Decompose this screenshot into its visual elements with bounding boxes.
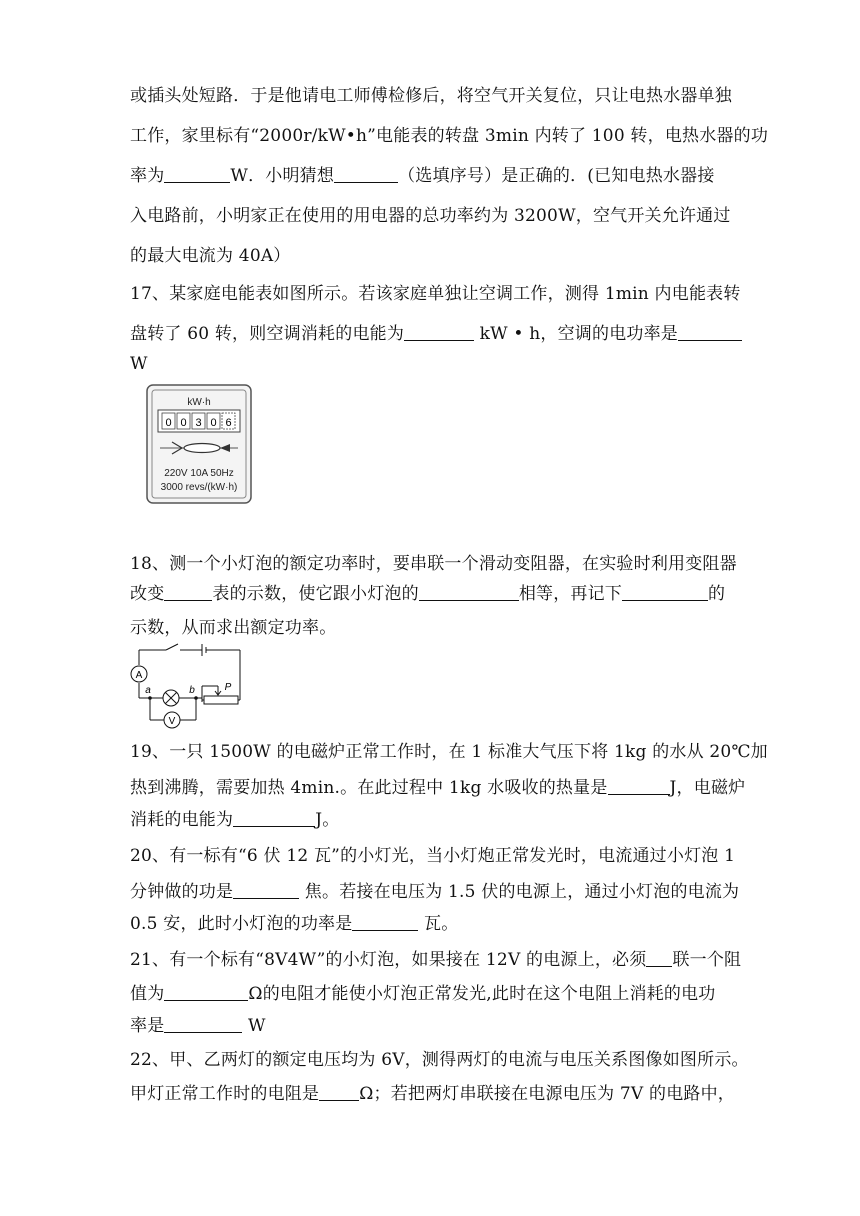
answer-blank[interactable]: [646, 950, 672, 967]
circuit-diagram: [126, 640, 246, 732]
answer-blank[interactable]: [164, 984, 248, 1001]
answer-blank[interactable]: [233, 810, 315, 827]
answer-blank[interactable]: [233, 882, 299, 899]
answer-blank[interactable]: [678, 324, 742, 341]
q22-line-1: 22、甲、乙两灯的额定电压均为 6V，测得两灯的电流与电压关系图像如图所示。: [130, 1050, 749, 1070]
answer-blank[interactable]: [419, 584, 519, 601]
answer-blank[interactable]: [622, 584, 708, 601]
answer-blank[interactable]: [319, 1084, 359, 1101]
meter-digit: 3: [195, 417, 202, 429]
voltmeter-label: V: [168, 716, 176, 727]
q16-line-4: 入电路前，小明家正在使用的用电器的总功率约为 3200W，空气开关允许通过: [130, 206, 731, 226]
q16-line-1: 或插头处短路．于是他请电工师傅检修后，将空气开关复位，只让电热水器单独: [130, 86, 732, 106]
q20-line-3: 0.5 安，此时小灯泡的功率是 瓦。: [130, 914, 459, 934]
q16-line-2: 工作，家里标有“2000r/kW•h”电能表的转盘 3min 内转了 100 转，电热水器的功: [130, 126, 769, 146]
meter-spec-2: 3000 revs/(kW·h): [160, 482, 238, 493]
q18-line-3: 示数，从而求出额定功率。: [130, 618, 337, 638]
meter-digits: [162, 413, 235, 429]
electric-meter-figure: [146, 384, 252, 504]
answer-blank[interactable]: [404, 324, 474, 341]
answer-blank[interactable]: [352, 914, 418, 931]
meter-spec-1: 220V 10A 50Hz: [164, 468, 234, 479]
q19-line-1: 19、一只 1500W 的电磁炉正常工作时，在 1 标准大气压下将 1kg 的水从 20℃加: [130, 742, 768, 762]
q20-line-2: 分钟做的功是 焦。若接在电压为 1.5 伏的电源上，通过小灯泡的电流为: [130, 882, 740, 902]
q18-line-1: 18、测一个小灯泡的额定功率时，要串联一个滑动变阻器，在实验时利用变阻器: [130, 554, 737, 574]
q20-line-1: 20、有一标有“6 伏 12 瓦”的小灯光，当小灯炮正常发光时，电流通过小灯泡 1: [130, 846, 736, 866]
q18-line-2: 改变 表的示数，使它跟小灯泡的 相等，再记下 的: [130, 584, 726, 604]
answer-blank[interactable]: [164, 166, 230, 183]
q17-line-1: 17、某家庭电能表如图所示。若该家庭单独让空调工作，测得 1min 内电能表转: [130, 284, 741, 304]
meter-digit: 6: [225, 417, 232, 429]
point-a-label: a: [145, 685, 151, 696]
answer-blank[interactable]: [608, 778, 670, 795]
answer-blank[interactable]: [164, 584, 212, 601]
ammeter-label: A: [135, 670, 143, 681]
q19-line-3: 消耗的电能为 J。: [130, 810, 340, 830]
q16-line-3: 率为 W．小明猜想 （选填序号）是正确的．(已知电热水器接: [130, 166, 715, 186]
q22-line-2: 甲灯正常工作时的电阻是 Ω；若把两灯串联接在电源电压为 7V 的电路中，: [130, 1084, 735, 1104]
q21-line-2: 值为 Ω的电阻才能使小灯泡正常发光,此时在这个电阻上消耗的电功: [130, 984, 716, 1004]
point-b-label: b: [189, 685, 195, 696]
q21-line-1: 21、有一个标有“8V4W”的小灯泡，如果接在 12V 的电源上，必须 联一个阻: [130, 950, 742, 970]
meter-digit: 0: [165, 417, 172, 429]
q16-line-5: 的最大电流为 40A）: [130, 246, 291, 266]
q19-line-2: 热到沸腾，需要加热 4min.。在此过程中 1kg 水吸收的热量是 J，电磁炉: [130, 778, 746, 798]
slider-p-label: P: [224, 682, 232, 693]
meter-digit: 0: [180, 417, 187, 429]
meter-unit: kW·h: [187, 397, 211, 408]
answer-blank[interactable]: [164, 1016, 242, 1033]
q17-line-3: W: [130, 354, 148, 374]
answer-blank[interactable]: [334, 166, 398, 183]
lamp-icon: [163, 690, 179, 706]
meter-digit: 0: [210, 417, 217, 429]
q17-line-2: 盘转了 60 转，则空调消耗的电能为 kW • h，空调的电功率是: [130, 324, 730, 344]
q21-line-3: 率是 W: [130, 1016, 266, 1036]
